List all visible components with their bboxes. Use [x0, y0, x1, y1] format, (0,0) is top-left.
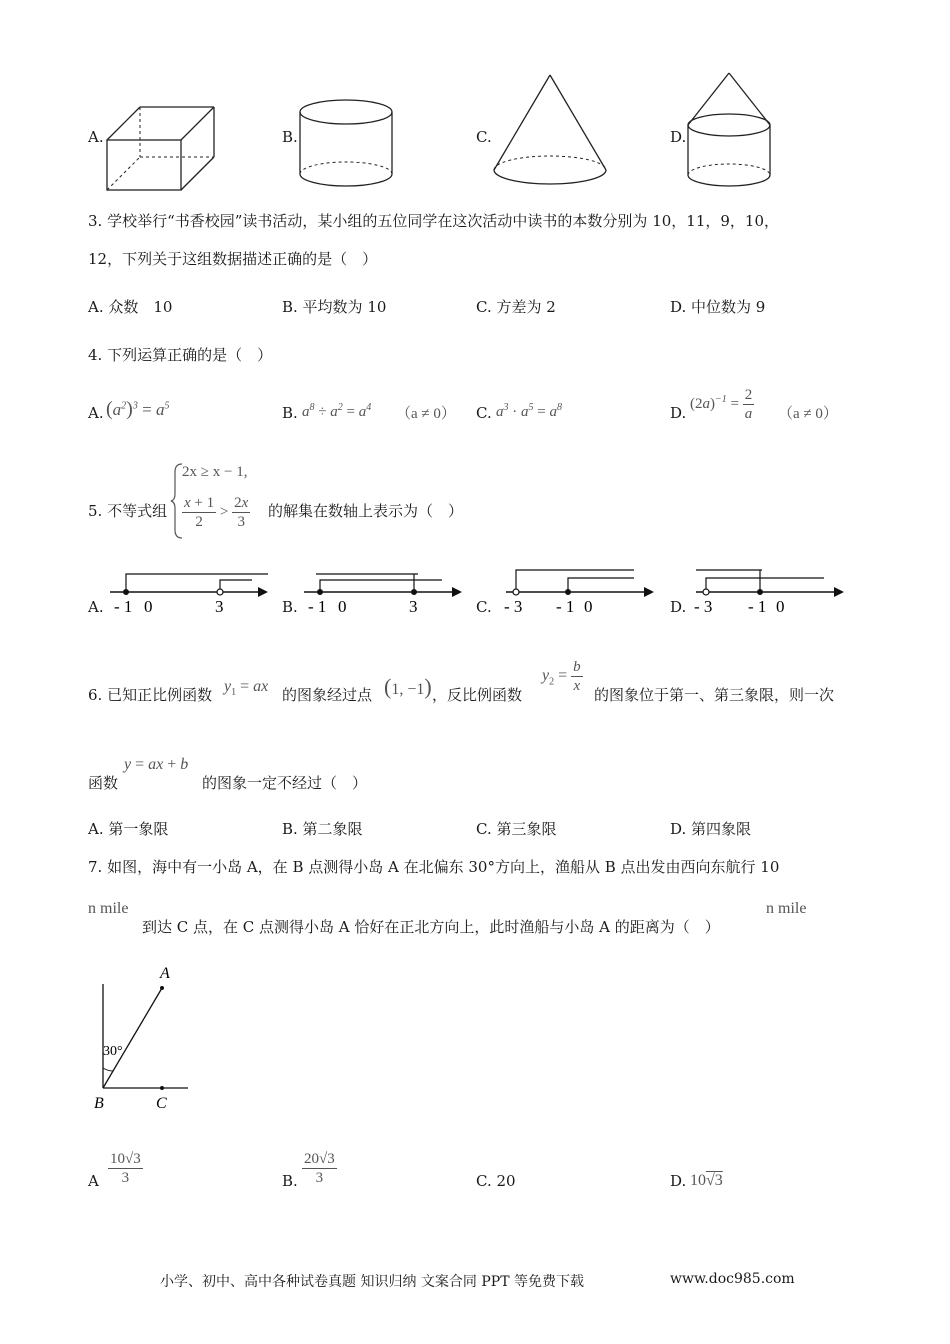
tick-neg3: - 3: [694, 597, 713, 616]
q6-text-5: 函数: [88, 774, 119, 792]
q6-formula-y2: $y_2$ = $\frac{b}{x}$: [542, 659, 581, 694]
cone-figure: [490, 72, 610, 190]
tick-0: 0: [144, 597, 153, 616]
tick-neg1: - 1: [114, 597, 133, 616]
q7-option-b-value: $\frac{20√3}{3}$: [304, 1151, 335, 1186]
q7-option-a-label: A: [88, 1172, 99, 1190]
q6-text-3: ，反比例函数: [432, 686, 523, 704]
tick-neg1: - 1: [308, 597, 327, 616]
q3-option-a: A. 众数 10: [88, 298, 173, 316]
cylinder-figure: [296, 96, 396, 192]
q6-formula-y1: $y_1$ = ax: [224, 678, 269, 699]
q7-unit-2: n mile: [766, 900, 807, 917]
q5-option-a-label: A.: [88, 598, 104, 616]
number-line-a: [104, 568, 272, 616]
q7-stem-line2: 到达 C 点，在 C 点测得小岛 A 恰好在正北方向上，此时渔船与小岛 A 的距离为（ ）: [142, 918, 720, 936]
tick-0: 0: [584, 597, 593, 616]
q7-option-b-label: B.: [282, 1172, 298, 1190]
q6-text-1: 6. 已知正比例函数: [88, 686, 213, 704]
q4-option-c-formula: $a^3 \cdot a^5 = a^8$: [496, 402, 562, 420]
q5-stem-suffix: 的解集在数轴上表示为（ ）: [268, 502, 464, 520]
q5-inequality-2: $\frac{x + 1}{2}$ > $\frac{2x}{3}$: [184, 495, 249, 530]
q5-option-c-label: C.: [476, 598, 492, 616]
cone-on-cylinder-figure: [684, 70, 774, 192]
point-b-label: B: [94, 1095, 104, 1112]
q4-option-b-formula: $a^8 \div a^2 = a^4$: [302, 402, 372, 420]
footer-text: 小学、初中、高中各种试卷真题 知识归纳 文案合同 PPT 等免费下载: [160, 1274, 584, 1290]
q3-stem-line1: 3. 学校举行“书香校园”读书活动，某小组的五位同学在这次活动中读书的本数分别为 10，11，9，10，: [88, 212, 779, 230]
q4-option-d-label: D.: [670, 404, 687, 422]
q5-option-d-label: D.: [670, 598, 687, 616]
q6-option-b: B. 第二象限: [282, 820, 363, 838]
tick-neg1: - 1: [748, 597, 767, 616]
number-line-d: [690, 566, 850, 616]
q6-text-2: 的图象经过点: [282, 686, 373, 704]
q4-stem: 4. 下列运算正确的是（ ）: [88, 346, 273, 364]
q6-option-d: D. 第四象限: [670, 820, 752, 838]
q4-option-c-label: C.: [476, 404, 492, 422]
q4-option-d-condition: （a ≠ 0）: [778, 406, 838, 422]
q4-option-a-formula: $(a^2)^3 = a^5$: [106, 398, 170, 420]
q6-option-a: A. 第一象限: [88, 820, 169, 838]
q3-option-c: C. 方差为 2: [476, 298, 556, 316]
number-line-c: [500, 566, 660, 616]
q7-option-a-value: $\frac{10√3}{3}$: [110, 1151, 141, 1186]
q7-unit-1: n mile: [88, 900, 129, 917]
point-a-label: A: [160, 965, 170, 982]
q6-point: (1, −1): [384, 674, 432, 699]
q2-option-a-label: A.: [88, 128, 104, 146]
q3-stem-line2: 12，下列关于这组数据描述正确的是（ ）: [88, 250, 378, 268]
q6-text-4: 的图象位于第一、第三象限，则一次: [594, 686, 835, 704]
q7-option-c: C. 20: [476, 1172, 516, 1190]
q2-option-d-label: D.: [670, 128, 687, 146]
tick-0: 0: [338, 597, 347, 616]
q4-option-a-label: A.: [88, 404, 104, 422]
q6-option-c: C. 第三象限: [476, 820, 557, 838]
angle-label: 30°: [103, 1044, 123, 1059]
q7-stem-line1: 7. 如图，海中有一小岛 A，在 B 点测得小岛 A 在北偏东 30°方向上，渔船从 B 点出发由西向东航行 10: [88, 858, 780, 876]
q7-figure: [90, 960, 200, 1112]
q5-stem-prefix: 5. 不等式组: [88, 502, 168, 520]
tick-0: 0: [776, 597, 785, 616]
q7-option-d-label: D.: [670, 1172, 687, 1190]
q2-option-b-label: B.: [282, 128, 298, 146]
footer-url[interactable]: www.doc985.com: [670, 1271, 795, 1287]
number-line-b: [298, 568, 466, 616]
q5-option-b-label: B.: [282, 598, 298, 616]
q6-formula-linear: y = ax + b: [124, 756, 189, 773]
q2-option-c-label: C.: [476, 128, 492, 146]
tick-3: 3: [409, 597, 418, 616]
q4-option-b-label: B.: [282, 404, 298, 422]
q3-option-b: B. 平均数为 10: [282, 298, 387, 316]
tick-3: 3: [215, 597, 224, 616]
q3-option-d: D. 中位数为 9: [670, 298, 766, 316]
q6-text-6: 的图象一定不经过（ ）: [202, 774, 368, 792]
point-c-label: C: [156, 1095, 167, 1112]
q4-option-d-formula: $(2a)^{-1}$ = $\frac{2}{a}$: [690, 387, 753, 422]
q4-option-b-condition: （a ≠ 0）: [396, 406, 456, 422]
q7-option-d-value: 10√3: [690, 1172, 723, 1189]
tick-neg1: - 1: [556, 597, 575, 616]
cuboid-figure: [104, 104, 219, 194]
tick-neg3: - 3: [504, 597, 523, 616]
q5-inequality-1: 2x ≥ x − 1,: [182, 464, 248, 480]
